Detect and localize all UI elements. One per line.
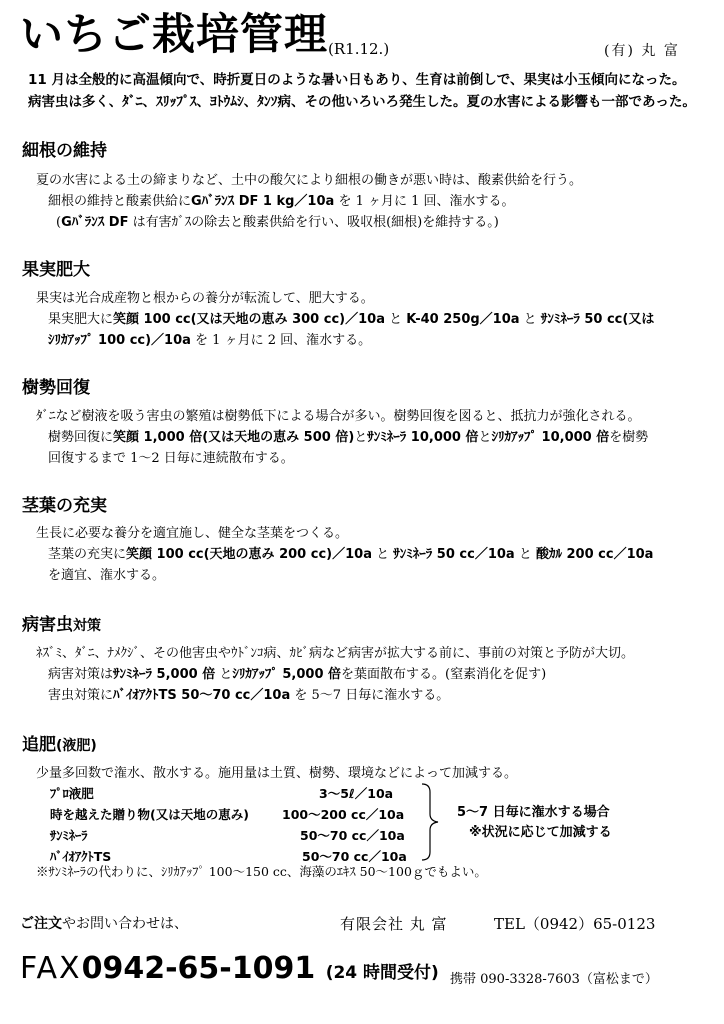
pests-product-silicaup: ｼﾘｶｱｯﾌﾟ 5,000 倍 [232, 667, 342, 682]
vigor-line-2-tail: を樹勢 [609, 430, 649, 445]
heading-roots: 細根の維持 [22, 141, 107, 161]
conj: と [354, 430, 368, 445]
fruit-line-2 [48, 313, 654, 326]
pests-line-2-tail: を葉面散布する。(窒素消化を促す) [341, 667, 547, 682]
vigor-line-2-text: 樹勢回復に [48, 430, 114, 445]
fertilizer-name: ｻﾝﾐﾈｰﾗ [50, 828, 88, 843]
heading-fruit: 果実肥大 [22, 260, 90, 280]
fax-label: FAX [20, 951, 82, 986]
roots-line-2 [48, 195, 515, 208]
topdress-footnote: ※ｻﾝﾐﾈｰﾗの代わりに、ｼﾘｶｱｯﾌﾟ 100～150 cc、海藻のｴｷｽ 50～100ｇでもよい。 [36, 864, 487, 879]
conj: と [518, 547, 532, 562]
fruit-product-silicaup: ｼﾘｶｱｯﾌﾟ 100 cc)／10a [48, 333, 191, 348]
conj: と [376, 547, 390, 562]
roots-line-3-tail: は有害ｶﾞｽの除去と酸素供給を行い、吸収根(細根)を維持する。) [132, 215, 499, 230]
roots-line-2-text: 細根の維持と酸素供給に [48, 194, 192, 209]
roots-product-gbalance: Gﾊﾞﾗﾝｽ DF 1 kg／10a [191, 194, 335, 209]
heading-foliage: 茎葉の充実 [22, 496, 107, 516]
brace-icon [418, 780, 446, 864]
vigor-product-sanminera: ｻﾝﾐﾈｰﾗ 10,000 倍 [367, 430, 479, 445]
mobile-number: 携帯 090-3328-7603（富松まで） [450, 972, 658, 987]
fertilizer-name: ﾌﾟﾛ液肥 [50, 786, 94, 801]
conj: と [219, 667, 233, 682]
heading-vigor: 樹勢回復 [22, 378, 90, 398]
pests-line-1: ﾈｽﾞﾐ、ﾀﾞﾆ、ﾅﾒｸｼﾞ、その他害虫やｳﾄﾞﾝｺ病、ｶﾋﾞ病など病害が拡大する前に、事前の対策と予防が大切。 [36, 646, 635, 661]
fertilizer-amount: 100～200 cc／10a [282, 807, 405, 822]
pests-line-2 [48, 668, 546, 681]
fertilizer-name: 時を越えた贈り物(又は天地の恵み) [50, 807, 249, 822]
foliage-line-3: を適宜、潅水する。 [48, 568, 166, 583]
fruit-line-3 [48, 334, 371, 347]
company-name: 有限会社 丸 富 [340, 915, 448, 933]
heading-pests-main: 病害虫 [22, 615, 73, 635]
issue-date: (R1.12.) [328, 40, 390, 58]
fax-note: (24 時間受付) [325, 963, 439, 983]
fax-line [20, 951, 439, 986]
paren-open: ( [56, 215, 62, 230]
conj: と [523, 312, 537, 327]
fruit-product-sanminera: ｻﾝﾐﾈｰﾗ 50 cc(又は [540, 312, 655, 327]
foliage-line-1: 生長に必要な養分を適宜施し、健全な茎葉をつくる。 [36, 526, 349, 541]
company-tel: TEL（0942）65-0123 [494, 915, 656, 933]
vigor-line-1: ﾀﾞﾆなど樹液を吸う害虫の繁殖は樹勢低下による場合が多い。樹勢回復を図ると、抵抗力が強化される。 [36, 409, 641, 424]
foliage-line-2-text: 茎葉の充実に [48, 547, 127, 562]
heading-pests-small: 対策 [73, 618, 101, 634]
intro-line-1: 11 月は全般的に高温傾向で、時折夏日のような暑い日もあり、生育は前倒しで、果実は小玉傾向になった。 [28, 72, 686, 88]
fertilizer-amount: 50～70 cc／10a [300, 828, 405, 843]
heading-topdress-main: 追肥 [22, 735, 56, 755]
application-note: 5～7 日毎に潅水する場合 [457, 805, 610, 820]
topdress-line-1: 少量多回数で潅水、散水する。施用量は土質、樹勢、環境などによって加減する。 [36, 766, 518, 781]
fertilizer-name: ﾊﾞｲｵｱｸﾄTS [50, 849, 112, 864]
vigor-product-silicaup: ｼﾘｶｱｯﾌﾟ 10,000 倍 [491, 430, 610, 445]
conj: と [478, 430, 492, 445]
pests-product-sanminera: ｻﾝﾐﾈｰﾗ 5,000 倍 [113, 667, 216, 682]
page-title: いちご栽培管理 [20, 10, 328, 60]
fruit-line-1: 果実は光合成産物と根からの養分が転流して、肥大する。 [36, 291, 374, 306]
vigor-product-egao: 笑顔 1,000 倍(又は天地の恵み 500 倍) [113, 430, 355, 445]
foliage-line-2 [48, 548, 653, 561]
foliage-product-egao: 笑顔 100 cc(天地の恵み 200 cc)／10a [126, 547, 372, 562]
vigor-line-3: 回復するまで 1～2 日毎に連続散布する。 [48, 451, 294, 466]
fruit-line-3-tail: を 1 ヶ月に 2 回、潅水する。 [195, 333, 372, 348]
heading-pests [22, 617, 101, 634]
roots-line-2-tail: を 1 ヶ月に 1 回、潅水する。 [338, 194, 515, 209]
roots-product-gbalance-2: Gﾊﾞﾗﾝｽ DF [61, 215, 129, 230]
fertilizer-amount: 50～70 cc／10a [302, 849, 407, 864]
vigor-line-2 [48, 431, 648, 444]
roots-line-3 [56, 216, 499, 229]
heading-topdress-small: (液肥) [56, 738, 97, 754]
order-inquiry [20, 917, 188, 931]
order-rest: やお問い合わせは、 [62, 916, 188, 932]
roots-line-1: 夏の水害による土の締まりなど、土中の酸欠により細根の働きが悪い時は、酸素供給を行う。 [36, 173, 583, 188]
intro-line-2: 病害虫は多く、ﾀﾞﾆ、ｽﾘｯﾌﾟｽ、ﾖﾄｳﾑｼ、ﾀﾝｿ病、その他いろいろ発生した。夏の水害による影響も一部であった。 [28, 94, 696, 110]
foliage-product-sancal: 酸ｶﾙ 200 cc／10a [535, 547, 654, 562]
conj: と [389, 312, 403, 327]
order-label: ご注文 [20, 916, 62, 932]
fruit-product-k40: K-40 250g／10a [406, 312, 520, 327]
heading-topdress [22, 737, 97, 754]
pests-line-2-text: 病害対策は [48, 667, 114, 682]
author: (有) 丸 富 [604, 43, 680, 59]
fax-number: 0942-65-1091 [81, 951, 316, 986]
pests-line-3-tail: を 5～7 日毎に潅水する。 [294, 688, 450, 703]
foliage-product-sanminera: ｻﾝﾐﾈｰﾗ 50 cc／10a [393, 547, 515, 562]
fruit-product-egao: 笑顔 100 cc(又は天地の恵み 300 cc)／10a [113, 312, 385, 327]
adjust-note: ※状況に応じて加減する [469, 825, 612, 840]
fertilizer-amount: 3～5ℓ／10a [319, 786, 394, 801]
pests-line-3-text: 害虫対策に [48, 688, 114, 703]
fruit-line-2-text: 果実肥大に [48, 312, 114, 327]
pests-product-bioact: ﾊﾞｲｵｱｸﾄTS 50～70 cc／10a [113, 688, 291, 703]
pests-line-3 [48, 689, 449, 702]
